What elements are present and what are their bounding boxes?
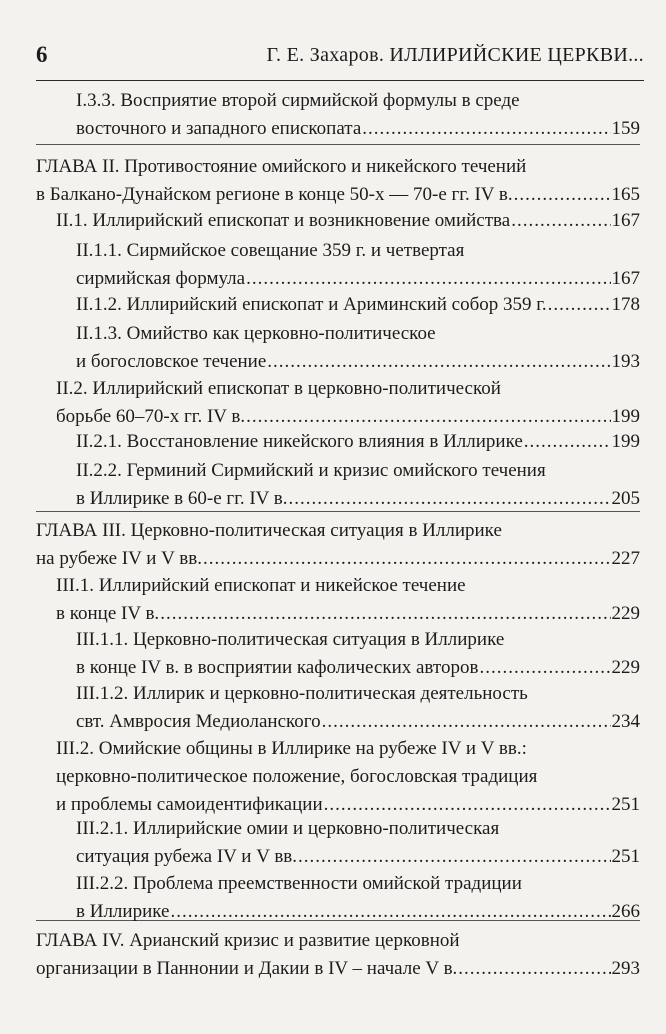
toc-entry-line: III.1.1. Церковно-политическая ситуация в Иллирике <box>76 629 505 650</box>
toc-entry[interactable] <box>76 291 640 319</box>
toc-entry-line: восточного и западного епископата <box>76 118 362 139</box>
toc-entry-chapter[interactable] <box>36 927 640 983</box>
toc-entry[interactable] <box>76 457 640 513</box>
toc-entry-line: церковно-политическое положение, богословская традиция <box>56 766 538 787</box>
toc-entry-line: в конце IV в. <box>56 603 160 624</box>
toc-entry[interactable] <box>76 428 640 456</box>
dot-leader <box>322 708 611 736</box>
toc-entry-line: и проблемы самоидентификации <box>56 794 323 815</box>
toc-entry[interactable] <box>76 320 640 376</box>
dot-leader <box>170 898 610 926</box>
toc-entry-line: II.1.1. Сирмийское совещание 359 г. и четвертая <box>76 240 465 261</box>
toc-page-number: 234 <box>611 711 640 732</box>
toc-entry-line: III.1.2. Иллирик и церковно-политическая деятельность <box>76 683 528 704</box>
dot-leader <box>511 207 610 235</box>
section-divider <box>36 144 640 145</box>
toc-page-number: 167 <box>611 210 640 231</box>
dot-leader <box>548 291 611 319</box>
toc-entry-line: III.2. Омийские общины в Иллирике на рубеже IV и V вв.: <box>56 738 527 759</box>
toc-page-number: 251 <box>611 794 640 815</box>
toc-entry[interactable] <box>76 237 640 293</box>
toc-entry-line: на рубеже IV и V вв. <box>36 548 202 569</box>
toc-entry-line: II.2.1. Восстановление никейского влияния в Иллирике <box>76 431 523 452</box>
toc-page-number: 227 <box>611 548 640 569</box>
toc-page-number: 251 <box>611 846 640 867</box>
dot-leader <box>514 181 611 209</box>
toc-entry-line: III.2.2. Проблема преемственности омийской традиции <box>76 873 522 894</box>
toc-page-number: 178 <box>611 294 640 315</box>
toc-entry-line: свт. Амвросия Медиоланского <box>76 711 321 732</box>
toc-entry-line: организации в Паннонии и Дакии в IV – начале V в. <box>36 958 458 979</box>
dot-leader <box>246 265 610 293</box>
toc-page-number: 167 <box>611 268 640 289</box>
toc-entry-line: ситуация рубежа IV и V вв. <box>76 846 298 867</box>
page-number: 6 <box>36 42 48 67</box>
toc-entry[interactable] <box>76 680 640 736</box>
toc-entry-line: и богословское течение <box>76 351 267 372</box>
dot-leader <box>246 403 610 431</box>
toc-page-number: 229 <box>611 657 640 678</box>
toc-entry-line: ГЛАВА IV. Арианский кризис и развитие церковной <box>36 930 460 951</box>
dot-leader <box>203 545 611 573</box>
toc-entry-line: в Иллирике в 60-е гг. IV в. <box>76 488 288 509</box>
toc-entry-line: борьбе 60–70-х гг. IV в. <box>56 406 246 427</box>
toc-entry[interactable] <box>76 870 640 926</box>
toc-page-number: 266 <box>611 901 640 922</box>
toc-entry-line: сирмийская формула <box>76 268 246 289</box>
dot-leader <box>362 115 610 143</box>
toc-entry[interactable] <box>76 87 640 143</box>
toc-entry-line: II.2.2. Герминий Сирмийский и кризис омийского течения <box>76 460 546 481</box>
toc-page-number: 165 <box>611 184 640 205</box>
toc-entry[interactable] <box>56 735 640 819</box>
toc-entry-chapter[interactable] <box>36 517 640 573</box>
dot-leader <box>479 654 610 682</box>
toc-entry[interactable] <box>56 572 640 628</box>
toc-entry-line: II.1.2. Иллирийский епископат и Ариминский собор 359 г. <box>76 294 547 315</box>
toc-entry-line: I.3.3. Восприятие второй сирмийской формулы в среде <box>76 90 520 111</box>
toc-entry[interactable] <box>76 626 640 682</box>
toc-entry[interactable] <box>56 375 640 431</box>
dot-leader <box>298 843 610 871</box>
page-header <box>36 42 644 72</box>
toc-entry-line: III.1. Иллирийский епископат и никейское течение <box>56 575 466 596</box>
toc-entry-line: II.2. Иллирийский епископат в церковно-политической <box>56 378 501 399</box>
toc-page-number: 293 <box>611 958 640 979</box>
toc-page-number: 199 <box>611 406 640 427</box>
toc-entry-line: III.2.1. Иллирийские омии и церковно-политическая <box>76 818 500 839</box>
toc-entry-line: в Иллирике <box>76 901 170 922</box>
dot-leader <box>458 955 610 983</box>
toc-entry-chapter[interactable] <box>36 153 640 209</box>
dot-leader <box>289 485 611 513</box>
dot-leader <box>160 600 610 628</box>
toc-entry-line: в конце IV в. в восприятии кафолических авторов <box>76 657 479 678</box>
toc-page-number: 199 <box>611 431 640 452</box>
toc-page-number: 159 <box>611 118 640 139</box>
toc-entry[interactable] <box>76 815 640 871</box>
toc-page-number: 193 <box>611 351 640 372</box>
dot-leader <box>524 428 611 456</box>
toc-entry[interactable] <box>56 207 640 235</box>
toc-entry-line: ГЛАВА II. Противостояние омийского и никейского течений <box>36 156 527 177</box>
toc-page-number: 205 <box>611 488 640 509</box>
toc-entry-line: в Балкано-Дунайском регионе в конце 50-х — 70-е гг. IV в. <box>36 184 513 205</box>
running-title: Г. Е. Захаров. ИЛЛИРИЙСКИЕ ЦЕРКВИ... <box>266 44 644 66</box>
toc-entry-line: ГЛАВА III. Церковно-политическая ситуация в Иллирике <box>36 520 502 541</box>
toc-entry-line: II.1. Иллирийский епископат и возникновение омийства <box>56 210 511 231</box>
toc-page-number: 229 <box>611 603 640 624</box>
toc-entry-line: II.1.3. Омийство как церковно-политическое <box>76 323 436 344</box>
header-rule <box>36 80 644 81</box>
dot-leader <box>267 348 610 376</box>
